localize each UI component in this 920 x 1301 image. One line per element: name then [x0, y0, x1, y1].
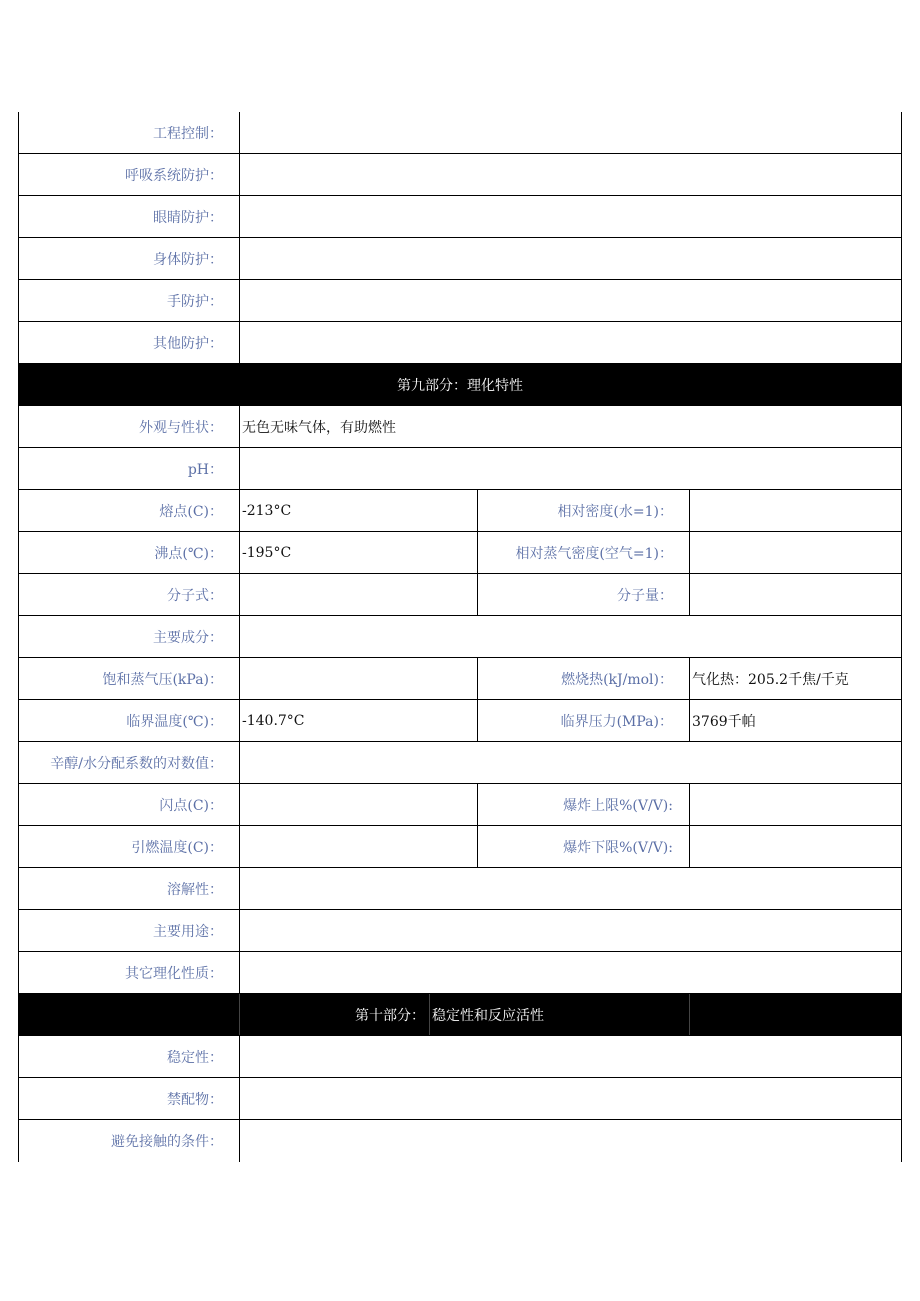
table-row: [18, 1036, 902, 1078]
table-row: [18, 952, 902, 994]
hand-protection-label: 手防护：: [19, 280, 240, 321]
table-row: [18, 700, 902, 742]
molecular-weight-value: [690, 574, 901, 615]
table-row: [18, 406, 902, 448]
ignition-temp-label: 引燃温度(C)：: [19, 826, 240, 867]
avoid-conditions-value: [240, 1120, 901, 1162]
vapor-density-value: [690, 532, 901, 573]
lower-explosive-limit-value: [690, 826, 901, 867]
combustion-heat-value: 气化热：205.2千焦/千克: [692, 671, 849, 688]
table-row: [18, 280, 902, 322]
combustion-heat-label: 燃烧热(kJ/mol)：: [478, 658, 690, 699]
table-row: [18, 826, 902, 868]
other-properties-label: 其它理化性质：: [19, 952, 240, 993]
avoid-conditions-label: 避免接触的条件：: [19, 1120, 240, 1162]
table-row: [18, 448, 902, 490]
formula-label: 分子式：: [19, 574, 240, 615]
table-row: [18, 784, 902, 826]
eye-protection-label: 眼睛防护：: [19, 196, 240, 237]
melting-point-value: -213°C: [240, 490, 478, 531]
other-protection-label: 其他防护：: [19, 322, 240, 363]
vapor-pressure-label: 饱和蒸气压(kPa)：: [19, 658, 240, 699]
section10-header-blank: [19, 994, 240, 1035]
table-row: [18, 112, 902, 154]
incompatible-materials-value: [240, 1078, 901, 1119]
table-row: [18, 1120, 902, 1162]
solubility-label: 溶解性：: [19, 868, 240, 909]
respiratory-protection-label: 呼吸系统防护：: [19, 154, 240, 195]
section10-header-blank-right: [690, 994, 901, 1035]
table-row: [18, 616, 902, 658]
other-properties-value: [240, 952, 901, 993]
section10-title-suffix: 稳定性和反应活性: [430, 994, 690, 1035]
table-row: [18, 154, 902, 196]
table-row: [18, 742, 902, 784]
table-row: [18, 322, 902, 364]
relative-density-label: 相对密度(水=1)：: [478, 490, 690, 531]
table-row: [18, 574, 902, 616]
partition-coefficient-value: [240, 742, 901, 783]
appearance-label: 外观与性状：: [19, 406, 240, 447]
respiratory-protection-value: [240, 154, 901, 195]
body-protection-label: 身体防护：: [19, 238, 240, 279]
upper-explosive-limit-label: 爆炸上限%(V/V):: [478, 784, 690, 825]
engineering-control-value: [240, 112, 901, 153]
hand-protection-value: [240, 280, 901, 321]
section-header: [18, 994, 902, 1036]
solubility-value: [240, 868, 901, 909]
main-uses-value: [240, 910, 901, 951]
section10-title-prefix: 第十部分：: [240, 994, 430, 1035]
table-row: [18, 490, 902, 532]
critical-temp-value: -140.7°C: [240, 700, 478, 741]
molecular-weight-label: 分子量：: [478, 574, 690, 615]
eye-protection-value: [240, 196, 901, 237]
melting-point-label: 熔点(C)：: [19, 490, 240, 531]
boiling-point-label: 沸点(℃)：: [19, 532, 240, 573]
table-row: [18, 910, 902, 952]
critical-pressure-label: 临界压力(MPa)：: [478, 700, 690, 741]
partition-coefficient-label: 辛醇/水分配系数的对数值：: [19, 742, 240, 783]
body-protection-value: [240, 238, 901, 279]
section9-title: 第九部分：理化特性: [397, 377, 523, 394]
other-protection-value: [240, 322, 901, 363]
boiling-point-value: -195°C: [240, 532, 478, 573]
relative-density-value: [690, 490, 901, 531]
main-components-label: 主要成分：: [19, 616, 240, 657]
main-components-value: [240, 616, 901, 657]
ph-value: [240, 448, 901, 489]
ignition-temp-value: [240, 826, 478, 867]
table-row: [18, 1078, 902, 1120]
main-uses-label: 主要用途：: [19, 910, 240, 951]
table-row: [18, 658, 902, 700]
stability-value: [240, 1036, 901, 1077]
flash-point-value: [240, 784, 478, 825]
table-row: [18, 868, 902, 910]
critical-pressure-value: 3769千帕: [692, 713, 756, 730]
table-row: [18, 238, 902, 280]
vapor-pressure-value: [240, 658, 478, 699]
formula-value: [240, 574, 478, 615]
table-row: [18, 196, 902, 238]
critical-temp-label: 临界温度(℃)：: [19, 700, 240, 741]
msds-table: [18, 112, 902, 1162]
upper-explosive-limit-value: [690, 784, 901, 825]
lower-explosive-limit-label: 爆炸下限%(V/V):: [478, 826, 690, 867]
appearance-value: 无色无味气体，有助燃性: [242, 419, 396, 436]
stability-label: 稳定性：: [19, 1036, 240, 1077]
engineering-control-label: 工程控制：: [19, 112, 240, 153]
flash-point-label: 闪点(C)：: [19, 784, 240, 825]
table-row: [18, 532, 902, 574]
section-header: [18, 364, 902, 406]
vapor-density-label: 相对蒸气密度(空气=1)：: [478, 532, 690, 573]
ph-label: pH：: [19, 448, 240, 489]
incompatible-materials-label: 禁配物：: [19, 1078, 240, 1119]
